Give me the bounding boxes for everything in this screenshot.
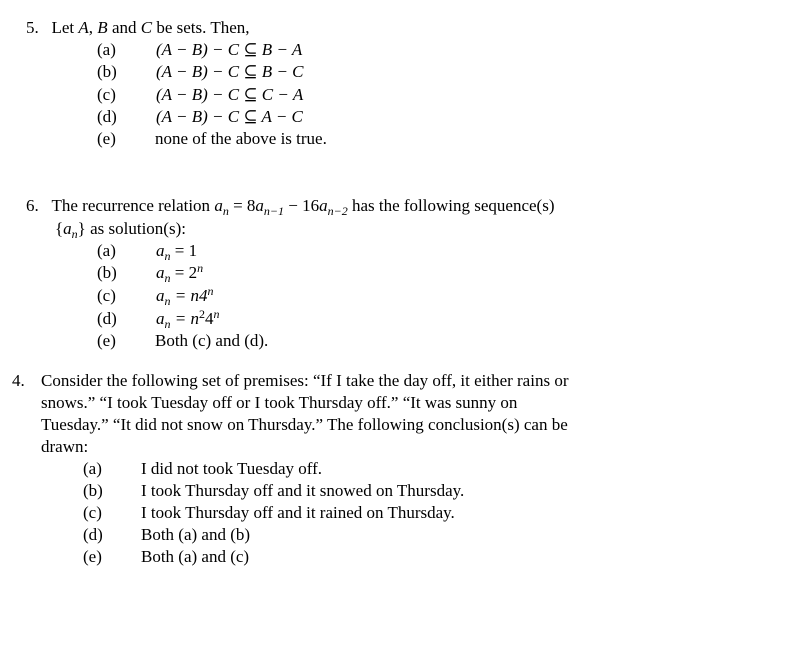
q5-option-d-label: (d): [97, 107, 117, 126]
q4-option-d-text: Both (a) and (b): [141, 525, 251, 544]
q4-option-d-label: (d): [83, 525, 103, 544]
q6-stem-line2: $\{a_n\}$ as solution(s):: [55, 219, 186, 241]
q4-option-e-text: Both (a) and (c): [141, 547, 250, 566]
q6-option-c-text: $a_n = n4^n$: [156, 284, 214, 308]
q5-option-a-text: (A − B) − C ⊆ B − A: [156, 40, 303, 59]
q6-option-d-label: (d): [97, 309, 117, 328]
q4-option-c-label: (c): [83, 503, 102, 522]
q5-number: 5.: [26, 18, 39, 37]
q4-option-a-label: (a): [83, 459, 102, 478]
q5-stem: 5. Let A, B and C be sets. Then,: [26, 18, 250, 37]
q5-option-a-label: (a): [97, 40, 116, 59]
q6-option-c-label: (c): [97, 286, 116, 305]
q4-option-b-text: I took Thursday off and it snowed on Thursday.: [141, 481, 465, 500]
q6-option-a-text: $a_n = 1$: [156, 241, 198, 263]
q4-stem-line-4: drawn:: [41, 437, 89, 456]
q6-number: 6.: [26, 196, 39, 215]
q6-stem: 6. The recurrence relation $a_n = 8a_{n-1} - 16a_{n-2}$ has the following sequence(s): [26, 196, 555, 218]
q4-option-e-label: (e): [83, 547, 102, 566]
q4-number: 4.: [12, 371, 25, 390]
q5-option-d-text: (A − B) − C ⊆ A − C: [156, 107, 303, 126]
q5-option-e-label: (e): [97, 129, 116, 148]
q4-option-c-text: I took Thursday off and it rained on Thursday.: [141, 503, 455, 522]
q6-recurrence-equation: $a_n = 8a_{n-1} - 16a_{n-2}$: [214, 196, 348, 218]
q4-option-a-text: I did not took Tuesday off.: [141, 459, 323, 478]
q6-option-e-text: Both (c) and (d).: [155, 331, 269, 350]
q4-stem-line-2: snows.” “I took Tuesday off or I took Thursday off.” “It was sunny on: [41, 393, 518, 412]
q5-option-c-label: (c): [97, 85, 116, 104]
q6-option-b-label: (b): [97, 263, 117, 282]
q5-option-b-label: (b): [97, 62, 117, 81]
q6-option-e-label: (e): [97, 331, 116, 350]
q5-option-b-text: (A − B) − C ⊆ B − C: [156, 62, 304, 81]
q5-option-c-text: (A − B) − C ⊆ C − A: [156, 85, 304, 104]
q5-option-e-text: none of the above is true.: [155, 129, 327, 148]
q4-option-b-label: (b): [83, 481, 103, 500]
q4-stem-line-3: Tuesday.” “It did not snow on Thursday.” The following conclusion(s) can be: [41, 415, 568, 434]
q4-stem-line-1: Consider the following set of premises: “If I take the day off, it either rains or: [41, 371, 569, 390]
q6-option-d-text: $a_n = n^24^n$: [156, 307, 220, 331]
q6-option-b-text: $a_n = 2^n$: [156, 261, 204, 285]
q6-option-a-label: (a): [97, 241, 116, 260]
